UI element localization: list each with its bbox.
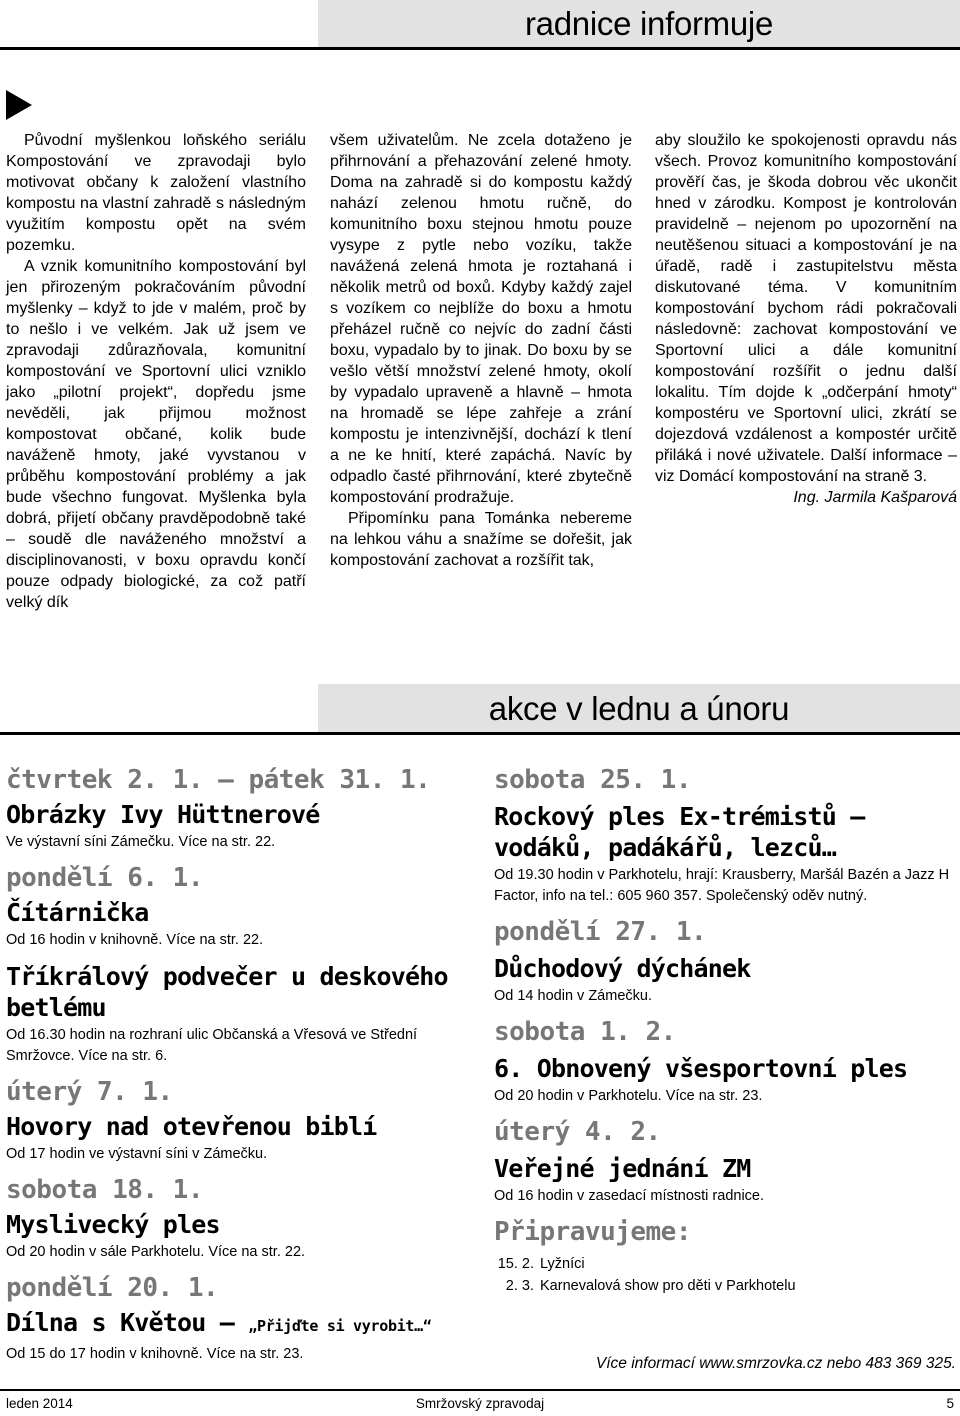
preparing-block — [494, 1217, 954, 1297]
event-item — [6, 1077, 476, 1165]
article-column-3 — [655, 130, 957, 508]
footer-rule — [0, 1389, 960, 1391]
article-column-1 — [6, 130, 306, 613]
article-paragraph: aby sloužilo ke spokojenosti opravdu nás všech. Provoz komunitního kompostování prověří čas, je škoda dobrou věc ukončit hned v zárodku. Kompost je kontrolován pravidelně – nejenom po upozornění na neutěšenou situaci a kompostování je na úřadě, radě i zastupitelstvu města diskutované téma. V komunitním kompostování bychom rádi pokračovali následovně: zachovat kompostování ve Sportovní ulici a dále komunitní kompostování rozšířit o jednu další lokalitu. Tím dojde k „odčerpání hmoty“ kompostéru ve Sportovní ulici, zkrátí se dojezdová vzdálenost a kompostér určitě přiláká i nové uživatele. Další informace – viz Domácí kompostování na straně 3. — [655, 132, 957, 485]
preparing-list — [494, 1253, 954, 1297]
event-description: Od 15 do 17 hodin v knihovně. Více na str. 23. — [6, 1346, 304, 1362]
event-description: Ve výstavní síni Zámečku. Více na str. 22. — [6, 834, 276, 850]
more-info-line: Více informací www.smrzovka.cz nebo 483 369 325. — [595, 1355, 956, 1372]
preparing-date: 2. 3. — [505, 1278, 534, 1294]
preparing-item — [494, 1275, 954, 1297]
event-description: Od 17 hodin ve výstavní síni v Zámečku. — [6, 1146, 268, 1162]
event-title: Důchodový dýchánek — [494, 954, 751, 983]
footer-page-number: 5 — [946, 1396, 954, 1411]
event-description: Od 19.30 hodin v Parkhotelu, hrají: Krausberry, Maršál Bazén a Jazz H Factor, info na tel.: 605 960 357. Společenský oděv nutný. — [494, 867, 950, 904]
event-title: Čítárnička — [6, 898, 149, 927]
article-paragraph: A vznik komunitního kompostování byl jen přirozeným pokračováním původní myšlenky – když to jde v malém, proč by to nešlo i ve velkém. Jak už jsem ve zpravodaji zdůrazňovala, komunitní kompostování ve Sportovní ulici vzniklo jako „pilotní projekt“, dopředu jsme nevěděli, jak přijmou možnost kompostovat občané, kolik bude naváženě hmoty, jaké vyvstanou v průběhu kompostování problémy a jak bude všechno fungovat. Myšlenka byla dobrá, přijetí občany pravděpodobně také – soudě dle naváženého množství a disciplinovanosti, v boxu opravdu končí pouze odpady biologické, za což patří velký dík — [6, 258, 306, 611]
event-item — [6, 961, 476, 1067]
event-title: Tříkrálový podvečer u deskového betlému — [6, 962, 448, 1022]
event-date: sobota 18. 1. — [6, 1175, 203, 1205]
event-title: Myslivecký ples — [6, 1210, 220, 1239]
event-title: Rockový ples Ex-trémistů – vodáků, padákářů, lezců… — [494, 802, 865, 862]
event-description: Od 16 hodin v zasedací místnosti radnice. — [494, 1188, 765, 1204]
event-title: Obrázky Ivy Hüttnerové — [6, 800, 320, 829]
article-signature: Ing. Jarmila Kašparová — [793, 489, 957, 506]
event-item — [6, 1175, 476, 1263]
event-description: Od 16 hodin v knihovně. Více na str. 22. — [6, 932, 264, 948]
preparing-item — [494, 1253, 954, 1275]
article-paragraph: Připomínku pana Tománka nebereme na lehkou váhu a snažíme se dořešit, jak kompostování zachovat a rozšířit tak, — [330, 510, 632, 569]
event-date: čtvrtek 2. 1. – pátek 31. 1. — [6, 765, 431, 795]
event-item — [494, 765, 954, 907]
events-rule — [0, 732, 960, 735]
event-item — [6, 1273, 476, 1365]
event-date: úterý 4. 2. — [494, 1117, 661, 1147]
event-description: Od 14 hodin v Zámečku. — [494, 988, 652, 1004]
header-rule — [0, 47, 960, 50]
footer-issue: leden 2014 — [6, 1396, 73, 1411]
preparing-text: Lyžníci — [540, 1256, 585, 1272]
article-column-2 — [330, 130, 632, 571]
event-item — [494, 917, 954, 1007]
event-description: Od 20 hodin v sále Parkhotelu. Více na str. 22. — [6, 1244, 306, 1260]
preparing-heading: Připravujeme: — [494, 1217, 691, 1247]
section-title: radnice informuje — [524, 5, 774, 42]
section-header-banner — [318, 0, 960, 48]
event-title: Hovory nad otevřenou biblí — [6, 1112, 377, 1141]
event-item — [494, 1117, 954, 1207]
event-date: sobota 1. 2. — [494, 1017, 676, 1047]
event-item — [494, 1017, 954, 1107]
preparing-date: 15. 2. — [497, 1256, 534, 1272]
event-item — [6, 765, 476, 853]
events-header-banner — [318, 684, 960, 734]
event-date: pondělí 27. 1. — [494, 917, 707, 947]
events-left-column — [6, 765, 476, 1375]
event-title: 6. Obnovený všesportovní ples — [494, 1054, 908, 1083]
event-date: pondělí 6. 1. — [6, 863, 203, 893]
event-title — [6, 1307, 476, 1342]
event-date: pondělí 20. 1. — [6, 1273, 219, 1303]
events-right-column — [494, 765, 954, 1307]
play-arrow-icon — [6, 90, 32, 120]
event-date: úterý 7. 1. — [6, 1077, 173, 1107]
events-title: akce v lednu a únoru — [488, 690, 790, 727]
footer-publication: Smržovský zpravodaj — [415, 1396, 545, 1411]
event-title: Veřejné jednání ZM — [494, 1154, 751, 1183]
event-description: Od 20 hodin v Parkhotelu. Více na str. 23. — [494, 1088, 763, 1104]
event-date: sobota 25. 1. — [494, 765, 691, 795]
event-title-main: Dílna s Květou – — [6, 1308, 249, 1337]
article-paragraph: Původní myšlenkou loňského seriálu Kompostování ve zpravodaji bylo motivovat občany k založení vlastního kompostu na vlastní zahradě s následným využitím kompostu opět na svém pozemku. — [6, 132, 306, 254]
article-paragraph: všem uživatelům. Ne zcela dotaženo je přihrnování a přehazování zelené hmoty. Doma na zahradě si do kompostu každý nahází zelenou hmotu ručně, do komunitního boxu stejnou hmotu pouze vysype z pytle nebo vozíku, takže navážená zelená hmota je roztahaná i několik metrů od boxů. Kdyby každý zajel s vozíkem co nejblíže do boxu a hmotu přeházel ručně co nejvíc do zadní části boxu, vypadalo by to jinak. Do boxu by se vešlo větší množství zelené hmoty, okolí by vypadalo upraveně a hlavně – hmota na hromadě se lépe zahřeje a zrání kompostu je intenzivnější, dochází k tlení a ne ke hnití, které zapáchá. Navíc by odpadlo časté přihrnování, které zbytečně kompostování prodražuje. — [330, 132, 632, 506]
event-title-subtitle: „Přijďte si vyrobit…“ — [248, 1317, 432, 1335]
event-item — [6, 863, 476, 951]
preparing-text: Karnevalová show pro děti v Parkhotelu — [540, 1278, 796, 1294]
event-description: Od 16.30 hodin na rozhraní ulic Občanská a Vřesová ve Střední Smržovce. Více na str. 6. — [6, 1027, 418, 1064]
